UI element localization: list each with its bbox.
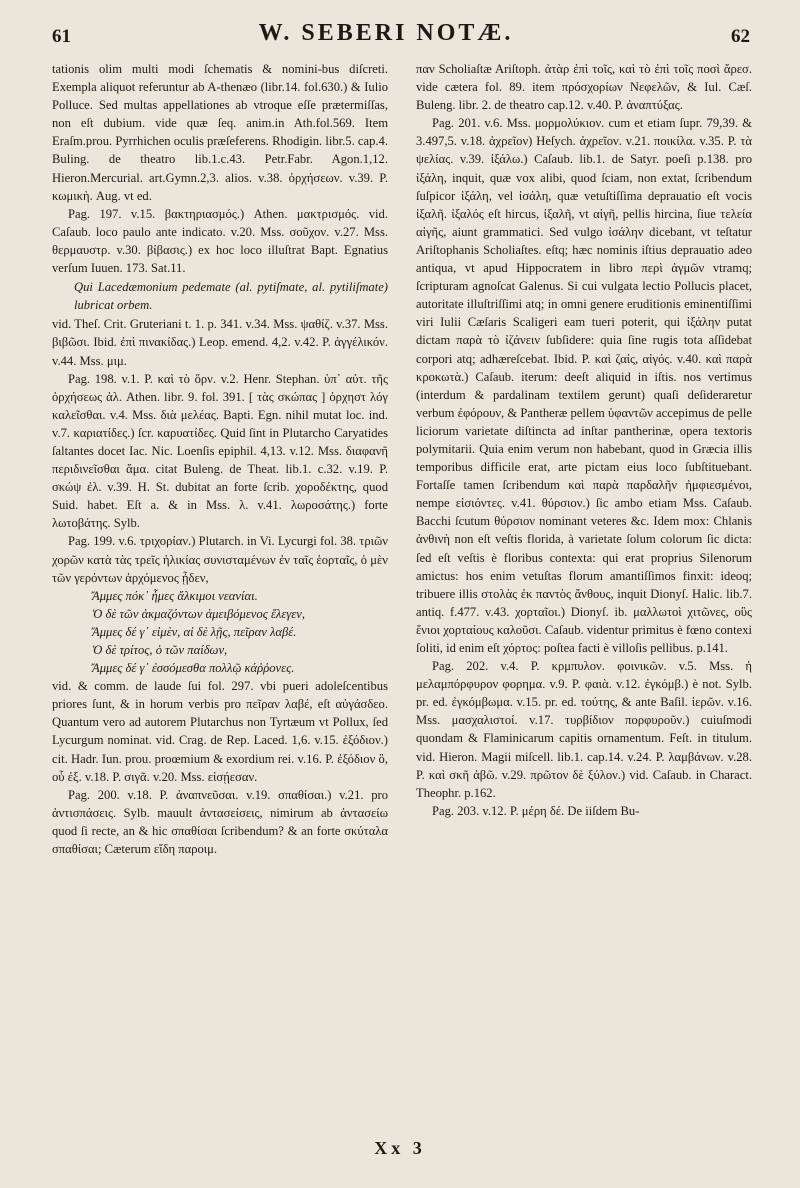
greek-verse-line: Ὁ δὲ τρίτος, ὁ τῶν παίδων, (92, 643, 228, 657)
left-column (52, 60, 388, 1125)
paragraph: Pag. 202. v.4. P. κρμπυλον. φοινικῶν. v.5. Mss. ἡ μελαμπόρφυρον φορημα. v.9. P. φαιὰ. v.12. ἐγκόμβ.) è not. Sylb. pr. ed. ἐγκόμβωμα. v.15. pr. ed. τούτης, & ante Baſil. ἱερῶν. v.16. Mss. μασχαλιστοί. v.17. τυρβίδιον πορφυροῦν.) cuiuſmodi quondam & Flaminicarum capitis ornamentum. Feſt. in titulum. vid. Hieron. Magii miſcell. lib.1. cap.14. v.24. P. λαμβάνων. v.28. P. καὶ σκῆ ἀβῶ. v.29. πρῶτον δὲ ξύλον.) vid. Caſaub. in Charact. Theophr. p.162. (416, 659, 752, 800)
text-columns (52, 60, 752, 1125)
greek-verse-line: Ἄμμες δέ γ᾽ εἰμὲν, αἰ δὲ λῇς, πεῖραν λαβέ. (92, 624, 297, 639)
quoted-verse: Qui Lacedæmonium pedemate (al. pytiſmate, al. pytiliſmate) lubricat orbem. (74, 280, 388, 313)
greek-verse-line: Ἄμμες πόκ᾽ ἦμες ἄλκιμοι νεανίαι. (92, 588, 258, 603)
paragraph: παν Scholiaſtæ Ariſtoph. ἀτὰρ ἐπὶ τοῖς, καὶ τὸ ἐπὶ τοῖς ποσὶ ἄρεσ. vide cætera fol. 89. item πρόσχορίων Νεφελῶν, & Iul. Cæſ. Buleng. libr. 2. de theatro cap.12. v.40. P. ἀναπτύξας. (416, 62, 752, 113)
paragraph: Pag. 201. v.6. Mss. μορμολύκιον. cum et etiam ſupr. 79,39. & 3.497,5. v.18. ἀχρεῖον) Heſych. ἀχρεῖον. v.21. ποικίλα. v.35. P. τὰ ψελίας. v.39. ἰξάλω.) Caſaub. lib.1. de Satyr. poeſi p.138. pro ἰξάλη, inquit, quæ vox alibi, quod ſciam, non extat, ſcribendum ſuſpicor ἰξάλη, vel ἰσάλη, quæ vetuſtiſſima deprauatio eſt vocis ἰξαλῆ. ἰξαλός eſt hircus, ἰξαλῆ, vt αἰγῆ, pellis hircina, ſiue τελεία αἰγῆς, aiunt grammatici. Sed vulgo ἰσάλην dicebant, vt teſtatur Ariſtophanis Scholiaſtes. eſtq; hæc nominis iſtius deprauatio adeo antiqua, vt apud Hippocratem in libro περὶ ἀγμῶν vtramq; ſcripturam agnoſcat Galenus. Si cui vulgata lectio Pollucis placet, autoritate illuſtriſſimi atq; in omni genere eruditionis eminentiſſimi viri Iulii Cæſaris Scaligeri eam tueri poterit, qui ἰξάλην putat dictam παρὰ τὸ ἰζάνειν ſubſidere: quia ſine rugis tota aſſidebat corpori atq; adhæreſcebat. Ibid. P. καὶ ζαίς, αἰγός. v.40. καὶ παρὰ κροκωτὰ.) Caſaub. iterum: deeſt aliquid in iſtis. nos vertimus (interdum & pardalinam textilem gerunt) quaſi deſideraretur verbum ἐφόρουν, & Pantheræ pellem ὑφαντῶν accepimus de pelle liciorum varietate diſtincta ad inſtar pantherinæ, opera textoris polymitarii. Quia enim verum non habebant, quod in Græcia illis temporibus difficile erat, arte pictam eius loco ſubſtituebant. Fortaſſe tamen ſcribendum καὶ παρὰ παρδαλῆν ἠμφιεσμένοι, nempe εἰσιόντες. v.41. θύρσιον.) ſic ambo etiam Mss. Caſaub. Bacchi ſcutum θύρσιον nominant veteres &c. Idem mox: Chlanis ἀνθινὴ non eſt veſtis florida, à varietate ſolum colorum ſic dicta: ſed eſt veſtis è floribus contexta: qui erat proprius Silenorum amictus: hos enim vetuſtas florum amantiſſimos finxit: ideoq; tribuere illis στολὰς ἐκ παντὸς ἄνθους, inquit Dionyſ. Halic. lib.7. antiq. f.477. v.43. χορταῖοι.) Dionyſ. ib. μαλλωτοὶ χιτῶνες, οὓς ἔνιοι χορταίους καλοῦσι. Caſaub. videntur primitus è fœno contexi ſoliti, id enim eſt χόρτος: poſtea facti è villoſis pellibus. p.141. (416, 116, 752, 655)
page-number-right: 62 (731, 26, 750, 47)
signature-mark: Xx 3 (374, 1138, 426, 1158)
paragraph: vid. & comm. de laude ſui fol. 297. vbi pueri adoleſcentibus priores ſunt, & in horum verbis pro πεῖραν λαβέ, eſt αὐγάσδεο. Quantum vero ad autorem Plutarchus non Tyrtæum vt Pollux, ſed Lycurgum nominat. vid. Crag. de Rep. Laced. 1,6. v.15. ἐξόδιον.) cit. Hadr. Iun. prou. proœmium & exordium rei. v.16. P. ἐξόδιον ὃ, οὗ ἐξ. v.18. P. σιγᾶ. v.20. Mss. εἰσῄεσαν. (52, 679, 388, 784)
page-number-left: 61 (52, 26, 71, 47)
paragraph: Pag. 200. v.18. P. ἀναπνεῦσαι. v.19. σπαθίσαι.) v.21. pro ἀντισπάσεις. Sylb. mauult ἀντασείσεις, nimirum ab ἀντασείω quod ſi recte, an & hic σπαθίσαι ſcribendum? & an forte σκύταλα σπαθίσαι; Cæterum εἴδη παροιμ. (52, 787, 388, 857)
paragraph: tationis olim multi modi ſchematis & nomini-bus diſcreti. Exempla aliquot referuntur ab A-thenæo (libr.14. fol.630.) & Iulio Polluce. Sed multas appellationes ab vtroque eſſe prætermiſſas, non eſt dubium. vide quæ ſeq. anim.in Ath.fol.569. Item Eraſm.prou. Pyrrhichen oculis præſeferens. Rhodigin. libr.5. cap.4. Buling. de theatro lib.1.c.43. Petr.Fabr. Agon.1,12. Hieron.Mercurial. art.Gymn.2,3. alios. v.38. ὀρχήσεων. v.39. P. κωμικὴ. Aug. vt ed. (52, 62, 388, 203)
greek-verse-line: Ἄμμες δέ γ᾽ ἐσσόμεσθα πολλῷ κάῤῥονες. (92, 661, 295, 676)
greek-verse-line: Ὁ δὲ τῶν ἀκμαζόντων ἀμειβόμενος ἔλεγεν, (92, 606, 305, 621)
paragraph: Pag. 197. v.15. βακτηριασμός.) Athen. μακτρισμός. vid. Caſaub. loco paulo ante indicato. v.20. Mss. σοῦχον. v.27. Mss. θερμαυστρ. v.30. βίβασις.) ex hoc loco illuſtrat Bapt. Egnatius verſum Iuuen. 173. Sat.11. (52, 206, 388, 276)
paragraph: Pag. 198. v.1. P. καὶ τὸ ὅρν. v.2. Henr. Stephan. ὑπ᾽ αὐτ. τῆς ὀρχήσεως ἀλ. Athen. libr. 9. fol. 391. [ τὰς σκώπας ] ὀρχηστ λόγ καλεῖσθαι. v.4. Mss. διὰ μελέας. Bapti. Egn. nihil mutat loc. ind. v.7. καριατίδες.) ſcr. καρυατίδες. Quid ſint in Plutarcho Caryatides ſaltantes docet Iac. Nic. Loenſis epiphil. 4,13. v.12. Mss. διαφανῆ περιδινεῖσθαι ἅμα. citat Buleng. de Theat. lib.1. c.32. v.19. P. σκώψ ἐλ. v.39. H. St. dubitat an forte ſcrib. χοροδέκτης, quod Suid. habet. Eſt a. & in Mss. λ. v.41. λωροσάτης.) forte λωτοβάτης. Sylb. (52, 371, 388, 531)
paragraph: Pag. 199. v.6. τριχορίαν.) Plutarch. in Vi. Lycurgi fol. 38. τριῶν χορῶν κατὰ τὰς τρεῖς ἡλικίας συνισταμένων ἐν ταῖς ἑορταῖς, ὁ μὲν τῶν γερόντων ἀρχόμενος ᾖδεν, (52, 534, 388, 585)
page-header (52, 20, 750, 54)
paragraph: vid. Theſ. Crit. Gruteriani t. 1. p. 341. v.34. Mss. ψαθίζ. v.37. Mss. βιβῶσι. Ibid. ἐπὶ πινακίδας.) Leop. emend. 4,2. v.42. P. ἀγγέλικόν. v.44. Mss. μιμ. (52, 317, 388, 368)
right-column (416, 60, 752, 1125)
running-head: W. SEBERI NOTÆ. (258, 20, 514, 46)
paragraph: Pag. 203. v.12. P. μέρη δέ. De iiſdem Bu- (432, 803, 640, 818)
